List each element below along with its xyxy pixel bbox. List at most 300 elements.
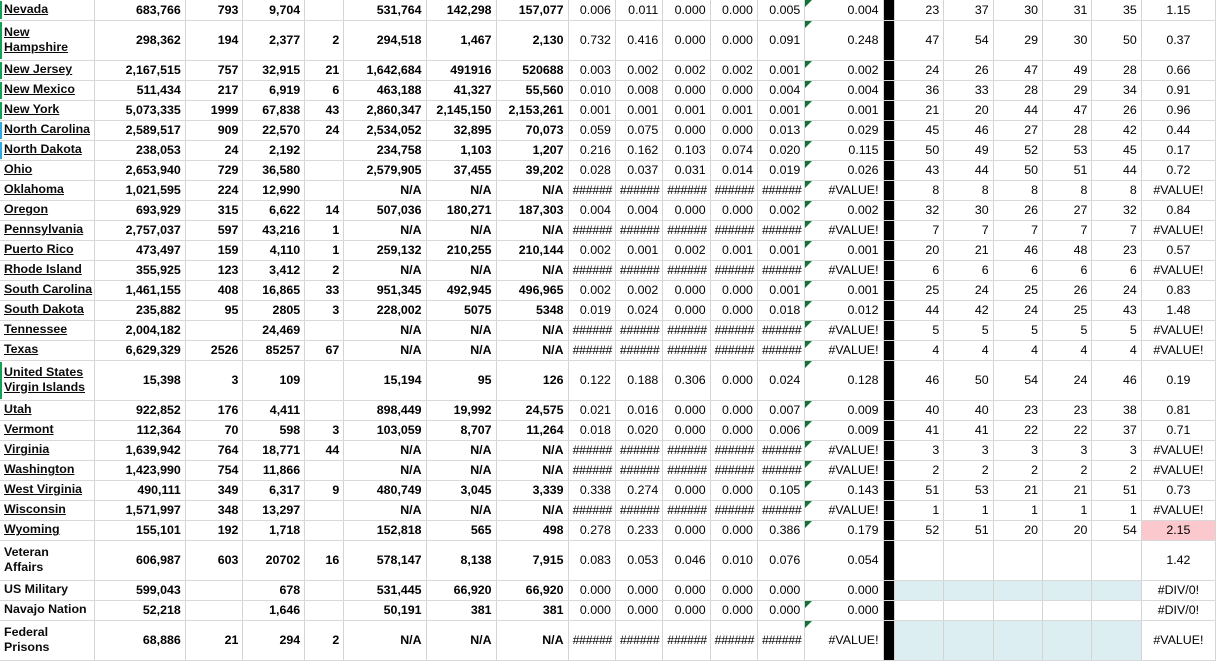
row-label-cell[interactable]	[0, 100, 95, 120]
cell-with-error-triangle-icon[interactable]: #VALUE!	[805, 260, 883, 280]
cell-r5[interactable]: 26	[1092, 100, 1141, 120]
cell-d3[interactable]: 0.001	[663, 100, 710, 120]
cell-r2[interactable]: 46	[944, 120, 993, 140]
state-hyperlink[interactable]: Wisconsin	[4, 502, 66, 517]
cell-n7[interactable]: 55,560	[496, 80, 568, 100]
cell-r5[interactable]	[1092, 620, 1141, 660]
cell-n5[interactable]: N/A	[344, 320, 426, 340]
cell-r3[interactable]: 30	[993, 0, 1042, 20]
cell-d5[interactable]: 0.007	[757, 400, 804, 420]
state-hyperlink[interactable]: New Jersey	[4, 62, 73, 77]
cell-n6[interactable]: 1,467	[426, 20, 496, 60]
row-label-cell[interactable]	[0, 80, 95, 100]
cell-r2[interactable]	[944, 540, 993, 580]
cell-n1[interactable]: 2,589,517	[95, 120, 186, 140]
cell-n1[interactable]: 473,497	[95, 240, 186, 260]
state-hyperlink[interactable]: New York	[4, 102, 60, 117]
cell-dlast[interactable]: 0.054	[805, 540, 883, 580]
cell-n2[interactable]	[185, 580, 243, 600]
cell-n5[interactable]: 152,818	[344, 520, 426, 540]
cell-overflow-d1[interactable]: ######	[568, 500, 615, 520]
cell-n6[interactable]: 8,138	[426, 540, 496, 580]
cell-r1[interactable]: 50	[894, 140, 943, 160]
cell-d1[interactable]: 0.010	[568, 80, 615, 100]
cell-r3[interactable]	[993, 540, 1042, 580]
cell-overflow-d3[interactable]: ######	[663, 220, 710, 240]
cell-overflow-d4[interactable]: ######	[710, 220, 757, 240]
cell-r2[interactable]: 3	[944, 440, 993, 460]
cell-d3[interactable]: 0.000	[663, 300, 710, 320]
cell-r2[interactable]: 5	[944, 320, 993, 340]
cell-error-ratio[interactable]: #VALUE!	[1141, 440, 1215, 460]
cell-n2[interactable]: 597	[185, 220, 243, 240]
table-row[interactable]	[0, 320, 1216, 340]
cell-n1[interactable]: 2,004,182	[95, 320, 186, 340]
cell-n3[interactable]: 12,990	[243, 180, 305, 200]
cell-d1[interactable]: 0.021	[568, 400, 615, 420]
state-hyperlink[interactable]: Washington	[4, 462, 75, 477]
cell-n4[interactable]: 21	[305, 60, 344, 80]
cell-with-error-triangle-icon[interactable]: #VALUE!	[805, 500, 883, 520]
cell-r1[interactable]: 2	[894, 460, 943, 480]
cell-r5[interactable]: 5	[1092, 320, 1141, 340]
cell-n4[interactable]: 43	[305, 100, 344, 120]
cell-n7[interactable]: 157,077	[496, 0, 568, 20]
cell-n1[interactable]: 693,929	[95, 200, 186, 220]
cell-with-error-triangle-icon[interactable]: #VALUE!	[805, 220, 883, 240]
cell-overflow-d2[interactable]: ######	[615, 180, 662, 200]
cell-d2[interactable]: 0.416	[615, 20, 662, 60]
cell-with-error-triangle-icon[interactable]: 0.026	[805, 160, 883, 180]
cell-r3[interactable]: 28	[993, 80, 1042, 100]
cell-d1[interactable]: 0.122	[568, 360, 615, 400]
state-hyperlink[interactable]: Texas	[4, 342, 39, 357]
cell-with-error-triangle-icon[interactable]: 0.004	[805, 0, 883, 20]
cell-n3[interactable]: 109	[243, 360, 305, 400]
cell-r5[interactable]: 23	[1092, 240, 1141, 260]
cell-n4[interactable]	[305, 400, 344, 420]
cell-r2[interactable]: 8	[944, 180, 993, 200]
cell-r5[interactable]: 8	[1092, 180, 1141, 200]
cell-r1[interactable]	[894, 600, 943, 620]
cell-overflow-d3[interactable]: ######	[663, 180, 710, 200]
cell-n4[interactable]: 1	[305, 240, 344, 260]
cell-r2[interactable]: 7	[944, 220, 993, 240]
table-row[interactable]	[0, 300, 1216, 320]
cell-with-error-triangle-icon[interactable]: 0.000	[805, 600, 883, 620]
cell-n7[interactable]: 70,073	[496, 120, 568, 140]
cell-n6[interactable]: N/A	[426, 500, 496, 520]
cell-n3[interactable]: 43,216	[243, 220, 305, 240]
cell-r1[interactable]: 25	[894, 280, 943, 300]
cell-n7[interactable]: 520688	[496, 60, 568, 80]
cell-r1[interactable]: 5	[894, 320, 943, 340]
cell-d5[interactable]: 0.091	[757, 20, 804, 60]
cell-d1[interactable]: 0.028	[568, 160, 615, 180]
cell-n2[interactable]: 2526	[185, 340, 243, 360]
cell-n6[interactable]: 5075	[426, 300, 496, 320]
cell-overflow-d3[interactable]: ######	[663, 620, 710, 660]
cell-r1[interactable]: 47	[894, 20, 943, 60]
table-row[interactable]	[0, 0, 1216, 20]
cell-d4[interactable]: 0.000	[710, 420, 757, 440]
cell-r3[interactable]: 8	[993, 180, 1042, 200]
cell-overflow-d1[interactable]: ######	[568, 620, 615, 660]
cell-d1[interactable]: 0.338	[568, 480, 615, 500]
cell-overflow-d2[interactable]: ######	[615, 500, 662, 520]
cell-with-error-triangle-icon[interactable]: 0.012	[805, 300, 883, 320]
cell-d1[interactable]: 0.018	[568, 420, 615, 440]
cell-r4[interactable]	[1043, 620, 1092, 660]
cell-n3[interactable]: 85257	[243, 340, 305, 360]
cell-r3[interactable]: 50	[993, 160, 1042, 180]
cell-d5[interactable]: 0.002	[757, 200, 804, 220]
cell-n3[interactable]: 32,915	[243, 60, 305, 80]
cell-n6[interactable]: 1,103	[426, 140, 496, 160]
cell-d3[interactable]: 0.000	[663, 200, 710, 220]
row-label-cell[interactable]	[0, 600, 95, 620]
cell-n2[interactable]: 764	[185, 440, 243, 460]
cell-r5[interactable]: 34	[1092, 80, 1141, 100]
cell-d3[interactable]: 0.000	[663, 80, 710, 100]
table-row[interactable]	[0, 440, 1216, 460]
cell-n7[interactable]: N/A	[496, 500, 568, 520]
cell-with-error-triangle-icon[interactable]: 0.179	[805, 520, 883, 540]
cell-n7[interactable]: 496,965	[496, 280, 568, 300]
table-row[interactable]	[0, 420, 1216, 440]
cell-n4[interactable]	[305, 360, 344, 400]
cell-d5[interactable]: 0.020	[757, 140, 804, 160]
cell-n1[interactable]: 599,043	[95, 580, 186, 600]
cell-overflow-d2[interactable]: ######	[615, 260, 662, 280]
cell-n1[interactable]: 355,925	[95, 260, 186, 280]
cell-r4[interactable]: 8	[1043, 180, 1092, 200]
cell-n2[interactable]	[185, 600, 243, 620]
cell-d5[interactable]: 0.018	[757, 300, 804, 320]
cell-r2[interactable]	[944, 600, 993, 620]
cell-r5[interactable]: 4	[1092, 340, 1141, 360]
cell-n7[interactable]: 39,202	[496, 160, 568, 180]
cell-overflow-d2[interactable]: ######	[615, 220, 662, 240]
cell-overflow-d4[interactable]: ######	[710, 460, 757, 480]
cell-r1[interactable]: 4	[894, 340, 943, 360]
table-row[interactable]	[0, 200, 1216, 220]
cell-n5[interactable]: 531,445	[344, 580, 426, 600]
row-label-cell[interactable]	[0, 120, 95, 140]
cell-n1[interactable]: 5,073,335	[95, 100, 186, 120]
cell-r3[interactable]: 46	[993, 240, 1042, 260]
cell-n5[interactable]: N/A	[344, 620, 426, 660]
cell-n4[interactable]: 2	[305, 620, 344, 660]
cell-d4[interactable]: 0.000	[710, 580, 757, 600]
table-row[interactable]	[0, 460, 1216, 480]
cell-r3[interactable]	[993, 600, 1042, 620]
cell-d1[interactable]: 0.732	[568, 20, 615, 60]
row-label-cell[interactable]	[0, 60, 95, 80]
cell-r1[interactable]: 21	[894, 100, 943, 120]
cell-overflow-d1[interactable]: ######	[568, 440, 615, 460]
table-row[interactable]	[0, 360, 1216, 400]
cell-r3[interactable]: 44	[993, 100, 1042, 120]
cell-error-ratio[interactable]: #DIV/0!	[1141, 580, 1215, 600]
state-hyperlink[interactable]: South Dakota	[4, 302, 84, 317]
cell-n6[interactable]: 180,271	[426, 200, 496, 220]
cell-r4[interactable]: 2	[1043, 460, 1092, 480]
cell-error-ratio[interactable]: #VALUE!	[1141, 220, 1215, 240]
cell-d2[interactable]: 0.004	[615, 200, 662, 220]
cell-r1[interactable]: 6	[894, 260, 943, 280]
cell-n6[interactable]: 19,992	[426, 400, 496, 420]
cell-overflow-d2[interactable]: ######	[615, 620, 662, 660]
cell-r2[interactable]: 53	[944, 480, 993, 500]
cell-d5[interactable]: 0.004	[757, 80, 804, 100]
cell-d2[interactable]: 0.188	[615, 360, 662, 400]
cell-r1[interactable]: 40	[894, 400, 943, 420]
row-label-cell[interactable]	[0, 240, 95, 260]
cell-r3[interactable]: 7	[993, 220, 1042, 240]
cell-with-error-triangle-icon[interactable]: 0.002	[805, 60, 883, 80]
cell-d2[interactable]: 0.002	[615, 280, 662, 300]
row-label-cell[interactable]	[0, 520, 95, 540]
cell-n6[interactable]: N/A	[426, 320, 496, 340]
cell-r5[interactable]	[1092, 600, 1141, 620]
state-hyperlink[interactable]: United States Virgin Islands	[4, 364, 86, 394]
cell-r5[interactable]: 46	[1092, 360, 1141, 400]
cell-d3[interactable]: 0.031	[663, 160, 710, 180]
cell-n7[interactable]: 210,144	[496, 240, 568, 260]
row-label-cell[interactable]	[0, 420, 95, 440]
cell-r5[interactable]: 45	[1092, 140, 1141, 160]
cell-n2[interactable]: 192	[185, 520, 243, 540]
cell-ratio[interactable]: 0.19	[1141, 360, 1215, 400]
cell-n4[interactable]	[305, 580, 344, 600]
cell-n2[interactable]: 70	[185, 420, 243, 440]
cell-overflow-d4[interactable]: ######	[710, 440, 757, 460]
cell-r2[interactable]: 33	[944, 80, 993, 100]
cell-r5[interactable]: 37	[1092, 420, 1141, 440]
cell-r3[interactable]: 1	[993, 500, 1042, 520]
cell-ratio[interactable]: 0.83	[1141, 280, 1215, 300]
cell-n3[interactable]: 11,866	[243, 460, 305, 480]
cell-d5[interactable]: 0.006	[757, 420, 804, 440]
cell-r5[interactable]: 44	[1092, 160, 1141, 180]
cell-d1[interactable]: 0.002	[568, 240, 615, 260]
cell-n3[interactable]: 1,646	[243, 600, 305, 620]
cell-n1[interactable]: 2,757,037	[95, 220, 186, 240]
cell-d3[interactable]: 0.000	[663, 400, 710, 420]
cell-r2[interactable]: 6	[944, 260, 993, 280]
cell-overflow-d1[interactable]: ######	[568, 260, 615, 280]
cell-r5[interactable]: 28	[1092, 60, 1141, 80]
row-label-cell[interactable]	[0, 160, 95, 180]
table-row[interactable]	[0, 580, 1216, 600]
cell-d2[interactable]: 0.053	[615, 540, 662, 580]
cell-r2[interactable]: 40	[944, 400, 993, 420]
cell-r3[interactable]: 22	[993, 420, 1042, 440]
cell-n1[interactable]: 606,987	[95, 540, 186, 580]
cell-n1[interactable]: 235,882	[95, 300, 186, 320]
cell-d5[interactable]: 0.386	[757, 520, 804, 540]
cell-r4[interactable]: 20	[1043, 520, 1092, 540]
cell-overflow-d1[interactable]: ######	[568, 220, 615, 240]
cell-r2[interactable]: 54	[944, 20, 993, 60]
state-hyperlink[interactable]: Puerto Rico	[4, 242, 74, 257]
cell-with-error-triangle-icon[interactable]: 0.004	[805, 80, 883, 100]
cell-d4[interactable]: 0.001	[710, 100, 757, 120]
cell-n6[interactable]: N/A	[426, 440, 496, 460]
cell-error-ratio[interactable]: #VALUE!	[1141, 340, 1215, 360]
cell-d3[interactable]: 0.046	[663, 540, 710, 580]
cell-n6[interactable]: 3,045	[426, 480, 496, 500]
cell-n5[interactable]: N/A	[344, 440, 426, 460]
cell-d2[interactable]: 0.020	[615, 420, 662, 440]
cell-d3[interactable]: 0.002	[663, 60, 710, 80]
cell-n5[interactable]: N/A	[344, 500, 426, 520]
cell-r5[interactable]: 24	[1092, 280, 1141, 300]
cell-d4[interactable]: 0.000	[710, 480, 757, 500]
cell-d2[interactable]: 0.001	[615, 100, 662, 120]
cell-with-error-triangle-icon[interactable]: #VALUE!	[805, 440, 883, 460]
cell-d1[interactable]: 0.278	[568, 520, 615, 540]
cell-r1[interactable]: 44	[894, 300, 943, 320]
cell-d5[interactable]: 0.001	[757, 60, 804, 80]
cell-n3[interactable]: 6,317	[243, 480, 305, 500]
cell-overflow-d3[interactable]: ######	[663, 260, 710, 280]
cell-n2[interactable]: 408	[185, 280, 243, 300]
cell-n2[interactable]: 603	[185, 540, 243, 580]
table-row[interactable]	[0, 520, 1216, 540]
cell-r4[interactable]: 22	[1043, 420, 1092, 440]
state-hyperlink[interactable]: Wyoming	[4, 522, 60, 537]
cell-d5[interactable]: 0.019	[757, 160, 804, 180]
cell-n7[interactable]: N/A	[496, 320, 568, 340]
cell-n5[interactable]: 259,132	[344, 240, 426, 260]
cell-n7[interactable]: 11,264	[496, 420, 568, 440]
cell-r4[interactable]: 30	[1043, 20, 1092, 60]
cell-n5[interactable]: 103,059	[344, 420, 426, 440]
cell-n1[interactable]: 1,461,155	[95, 280, 186, 300]
cell-ratio[interactable]: 0.81	[1141, 400, 1215, 420]
cell-r5[interactable]: 35	[1092, 0, 1141, 20]
cell-n6[interactable]: 565	[426, 520, 496, 540]
cell-n1[interactable]: 68,886	[95, 620, 186, 660]
cell-r2[interactable]: 42	[944, 300, 993, 320]
cell-n2[interactable]: 909	[185, 120, 243, 140]
table-row[interactable]	[0, 340, 1216, 360]
cell-with-error-triangle-icon[interactable]: #VALUE!	[805, 180, 883, 200]
cell-with-error-triangle-icon[interactable]: #VALUE!	[805, 620, 883, 660]
cell-n1[interactable]: 15,398	[95, 360, 186, 400]
cell-ratio[interactable]: 2.15	[1141, 520, 1215, 540]
cell-n3[interactable]: 67,838	[243, 100, 305, 120]
cell-r3[interactable]: 21	[993, 480, 1042, 500]
cell-r3[interactable]: 29	[993, 20, 1042, 60]
cell-r4[interactable]: 1	[1043, 500, 1092, 520]
cell-n6[interactable]: 210,255	[426, 240, 496, 260]
cell-n7[interactable]: 5348	[496, 300, 568, 320]
cell-d5[interactable]: 0.105	[757, 480, 804, 500]
cell-d3[interactable]: 0.000	[663, 20, 710, 60]
cell-overflow-d5[interactable]: ######	[757, 180, 804, 200]
cell-r2[interactable]: 4	[944, 340, 993, 360]
cell-r3[interactable]: 2	[993, 460, 1042, 480]
cell-d2[interactable]: 0.000	[615, 600, 662, 620]
cell-overflow-d3[interactable]: ######	[663, 460, 710, 480]
cell-error-ratio[interactable]: #VALUE!	[1141, 320, 1215, 340]
cell-n2[interactable]: 21	[185, 620, 243, 660]
cell-r2[interactable]	[944, 580, 993, 600]
cell-d1[interactable]: 0.000	[568, 580, 615, 600]
cell-r4[interactable]: 7	[1043, 220, 1092, 240]
cell-n1[interactable]: 6,629,329	[95, 340, 186, 360]
cell-n4[interactable]	[305, 160, 344, 180]
cell-r4[interactable]: 29	[1043, 80, 1092, 100]
cell-d4[interactable]: 0.000	[710, 80, 757, 100]
state-hyperlink[interactable]: Tennessee	[4, 322, 68, 337]
cell-r5[interactable]	[1092, 580, 1141, 600]
cell-r5[interactable]: 7	[1092, 220, 1141, 240]
cell-with-error-triangle-icon[interactable]: 0.248	[805, 20, 883, 60]
cell-r1[interactable]: 3	[894, 440, 943, 460]
cell-ratio[interactable]: 0.17	[1141, 140, 1215, 160]
cell-overflow-d3[interactable]: ######	[663, 440, 710, 460]
table-row[interactable]	[0, 260, 1216, 280]
cell-n6[interactable]: 95	[426, 360, 496, 400]
cell-r5[interactable]	[1092, 540, 1141, 580]
cell-r4[interactable]: 28	[1043, 120, 1092, 140]
cell-overflow-d4[interactable]: ######	[710, 340, 757, 360]
cell-r3[interactable]: 23	[993, 400, 1042, 420]
table-row[interactable]	[0, 220, 1216, 240]
cell-n5[interactable]: 578,147	[344, 540, 426, 580]
row-label-cell[interactable]	[0, 480, 95, 500]
cell-n5[interactable]: 1,642,684	[344, 60, 426, 80]
cell-n6[interactable]: N/A	[426, 180, 496, 200]
cell-r2[interactable]: 26	[944, 60, 993, 80]
cell-n3[interactable]: 2,192	[243, 140, 305, 160]
cell-overflow-d2[interactable]: ######	[615, 460, 662, 480]
cell-r4[interactable]: 49	[1043, 60, 1092, 80]
cell-n3[interactable]: 6,919	[243, 80, 305, 100]
cell-r5[interactable]: 51	[1092, 480, 1141, 500]
cell-r5[interactable]: 42	[1092, 120, 1141, 140]
cell-n7[interactable]: 381	[496, 600, 568, 620]
cell-n7[interactable]: N/A	[496, 180, 568, 200]
cell-r4[interactable]: 21	[1043, 480, 1092, 500]
cell-r5[interactable]: 38	[1092, 400, 1141, 420]
cell-overflow-d3[interactable]: ######	[663, 340, 710, 360]
table-row[interactable]	[0, 280, 1216, 300]
cell-n2[interactable]: 224	[185, 180, 243, 200]
cell-n3[interactable]: 24,469	[243, 320, 305, 340]
cell-d5[interactable]: 0.000	[757, 600, 804, 620]
table-row[interactable]	[0, 500, 1216, 520]
row-label-cell[interactable]	[0, 180, 95, 200]
cell-n2[interactable]: 95	[185, 300, 243, 320]
cell-n2[interactable]: 159	[185, 240, 243, 260]
cell-r2[interactable]: 20	[944, 100, 993, 120]
cell-n5[interactable]: 228,002	[344, 300, 426, 320]
cell-n1[interactable]: 2,653,940	[95, 160, 186, 180]
cell-n6[interactable]: 41,327	[426, 80, 496, 100]
cell-r2[interactable]: 37	[944, 0, 993, 20]
cell-n4[interactable]: 9	[305, 480, 344, 500]
state-hyperlink[interactable]: North Dakota	[4, 142, 82, 157]
cell-d1[interactable]: 0.003	[568, 60, 615, 80]
cell-r3[interactable]: 27	[993, 120, 1042, 140]
state-hyperlink[interactable]: New Mexico	[4, 82, 75, 97]
cell-r2[interactable]: 24	[944, 280, 993, 300]
